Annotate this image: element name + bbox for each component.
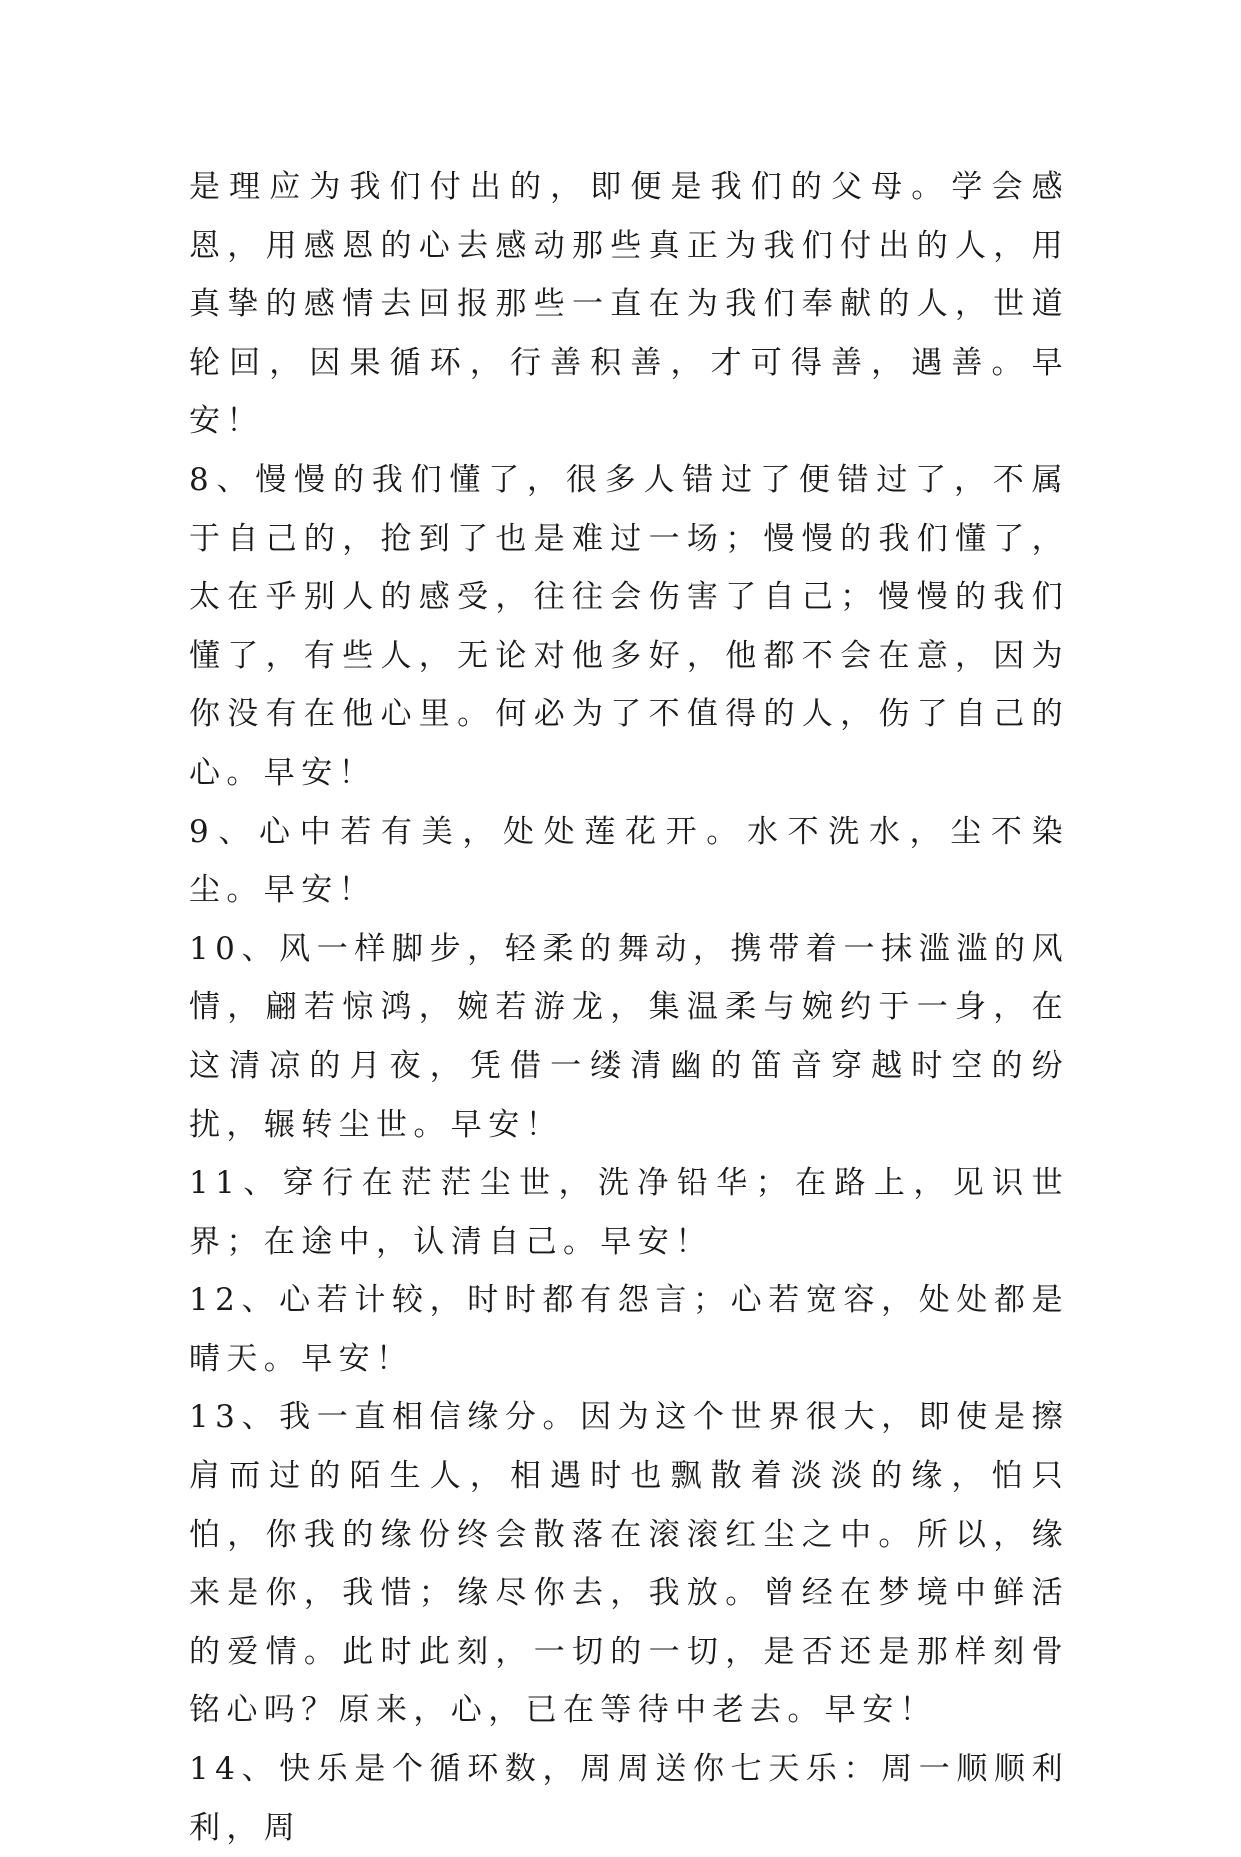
paragraph-item-13: 13、我一直相信缘分。因为这个世界很大，即使是擦肩而过的陌生人，相遇时也飘散着淡淡的缘，怕只怕，你我的缘份终会散落在滚滚红尘之中。所以，缘来是你，我惜；缘尽你去，我放。曾经在梦境中鲜活的爱情。此时此刻，一切的一切，是否还是那样刻骨铭心吗？原来，心，已在等待中老去。早安！ xyxy=(189,1399,1069,1729)
paragraph-item-9: 9、心中若有美，处处莲花开。水不洗水，尘不染尘。早安！ xyxy=(189,813,1069,909)
document-body xyxy=(189,158,1069,1857)
paragraph-item-8: 8、慢慢的我们懂了，很多人错过了便错过了，不属于自己的，抢到了也是难过一场；慢慢的我们懂了，太在乎别人的感受，往往会伤害了自己；慢慢的我们懂了，有些人，无论对他多好，他都不会在意，因为你没有在他心里。何必为了不值得的人，伤了自己的心。早安！ xyxy=(189,461,1069,791)
paragraph-item-10: 10、风一样脚步，轻柔的舞动，携带着一抹滥滥的风情，翩若惊鸿，婉若游龙，集温柔与婉约于一身，在这清凉的月夜，凭借一缕清幽的笛音穿越时空的纷扰，辗转尘世。早安！ xyxy=(189,930,1069,1143)
paragraph-item-12: 12、心若计较，时时都有怨言；心若宽容，处处都是晴天。早安！ xyxy=(189,1282,1069,1377)
paragraph-item-11: 11、穿行在茫茫尘世，洗净铅华；在路上，见识世界；在途中，认清自己。早安！ xyxy=(189,1165,1069,1260)
paragraph-item-14: 14、快乐是个循环数，周周送你七天乐：周一顺顺利利，周 xyxy=(189,1751,1069,1846)
paragraph-continuation: 是理应为我们付出的，即便是我们的父母。学会感恩，用感恩的心去感动那些真正为我们付出的人，用真挚的感情去回报那些一直在为我们奉献的人，世道轮回，因果循环，行善积善，才可得善，遇善。早安！ xyxy=(189,169,1069,440)
